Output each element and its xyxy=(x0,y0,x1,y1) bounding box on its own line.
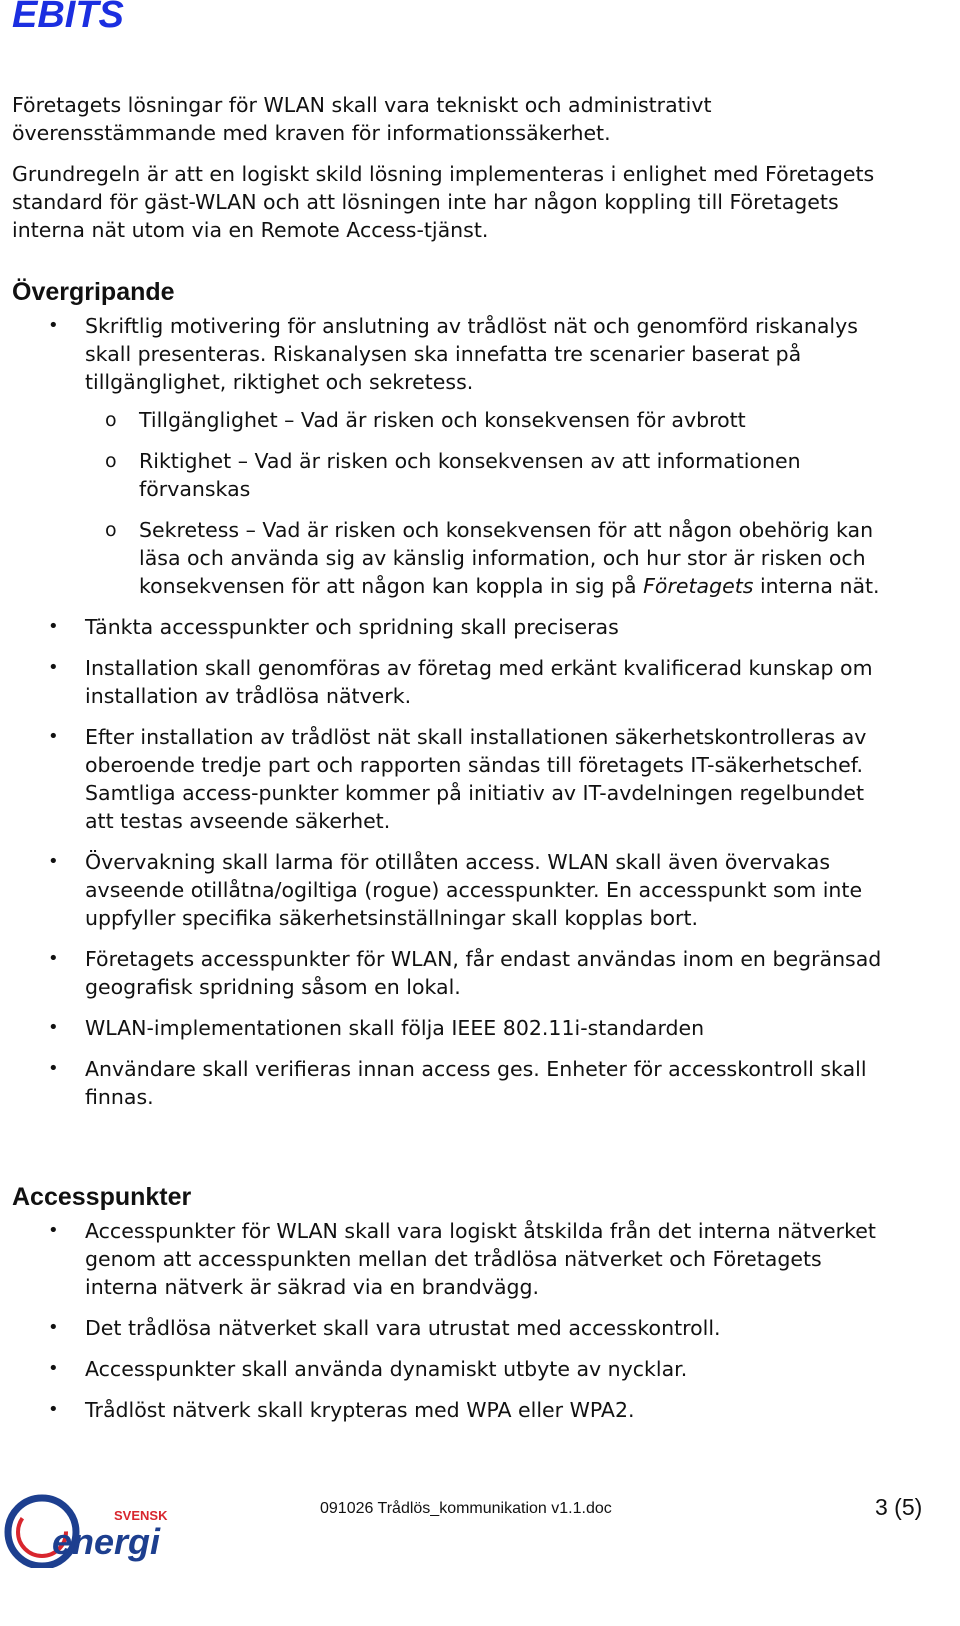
bullet-list-accesspunkter xyxy=(12,1217,887,1424)
sub-item-text: Sekretess – Vad är risken och konsekvensen för att någon obehörig kan läsa och använda sig av känslig information, och hur stor är risken och konsekvensen för att någon kan koppla in sig på xyxy=(139,518,874,598)
list-item: • Tänkta accesspunkter och spridning skall preciseras xyxy=(12,613,887,641)
list-item: • Installation skall genomföras av företag med erkänt kvalificerad kunskap om installation av trådlösa nätverk. xyxy=(12,654,887,710)
brand-title: EBITS xyxy=(12,0,124,36)
svensk-energi-logo xyxy=(4,1488,194,1568)
list-item: • Företagets accesspunkter för WLAN, får endast användas inom en begränsad geografisk spridning såsom en lokal. xyxy=(12,945,887,1001)
list-item: • Det trådlösa nätverket skall vara utrustat med accesskontroll. xyxy=(12,1314,887,1342)
sub-list-item xyxy=(85,516,887,600)
intro xyxy=(12,91,887,244)
list-item: • Accesspunkter för WLAN skall vara logiskt åtskilda från det interna nätverket genom att accesspunkten mellan det trådlösa nätverket och Företagets interna nätverk är säkrad via en brandvägg. xyxy=(12,1217,887,1301)
sub-list-item: o Riktighet – Vad är risken och konsekvensen av att informationen förvanskas xyxy=(85,447,887,503)
logo-main-text: energi xyxy=(52,1521,161,1562)
bullet-list-overgripande xyxy=(12,312,887,1111)
logo-top-text: SVENSK xyxy=(114,1508,168,1523)
list-item: • WLAN-implementationen skall följa IEEE 802.11i-standarden xyxy=(12,1014,887,1042)
intro-paragraph: Grundregeln är att en logiskt skild lösning implementeras i enlighet med Företagets standard för gäst-WLAN och att lösningen inte har någon koppling till Företagets interna nät utom via en Remote Access-tjänst. xyxy=(12,162,875,242)
list-item: • Efter installation av trådlöst nät skall installationen säkerhetskontrolleras av oberoende tredje part och rapporten sändas till företagets IT-säkerhetschef. Samtliga access-punkter kommer på initiativ av IT-avdelningen regelbundet att testas avseende säkerhet. xyxy=(12,723,887,835)
list-item: • Trådlöst nätverk skall krypteras med WPA eller WPA2. xyxy=(12,1396,887,1424)
intro-paragraph: Företagets lösningar för WLAN skall vara tekniskt och administrativt överensstämmande med kraven för informationssäkerhet. xyxy=(12,93,712,145)
footer-filename: 091026 Trådlös_kommunikation v1.1.doc xyxy=(320,1500,612,1517)
list-item-text: Skriftlig motivering för anslutning av trådlöst nät och genomförd riskanalys skall presenteras. Riskanalysen ska innefatta tre scenarier baserat på tillgänglighet, riktighet och sekretess. xyxy=(85,314,858,394)
document-body xyxy=(12,91,887,1437)
page-footer xyxy=(0,1476,960,1626)
sub-item-text: interna nät. xyxy=(753,574,880,598)
list-item: • Övervakning skall larma för otillåten access. WLAN skall även övervakas avseende otillåtna/ogiltiga (rogue) accesspunkter. En accesspunkt som inte uppfyller specifika säkerhetsinställningar skall kopplas bort. xyxy=(12,848,887,932)
list-item xyxy=(12,312,887,600)
section-heading-accesspunkter: Accesspunkter xyxy=(12,1183,192,1211)
list-item: • Accesspunkter skall använda dynamiskt utbyte av nycklar. xyxy=(12,1355,887,1383)
page-number: 3 (5) xyxy=(875,1494,923,1520)
list-item: • Användare skall verifieras innan access ges. Enheter för accesskontroll skall finnas. xyxy=(12,1055,887,1111)
sub-item-italic: Företagets xyxy=(643,574,754,598)
section-heading-overgripande: Övergripande xyxy=(12,278,175,306)
sub-list xyxy=(85,406,887,600)
sub-list-item: o Tillgänglighet – Vad är risken och konsekvensen för avbrott xyxy=(85,406,887,434)
